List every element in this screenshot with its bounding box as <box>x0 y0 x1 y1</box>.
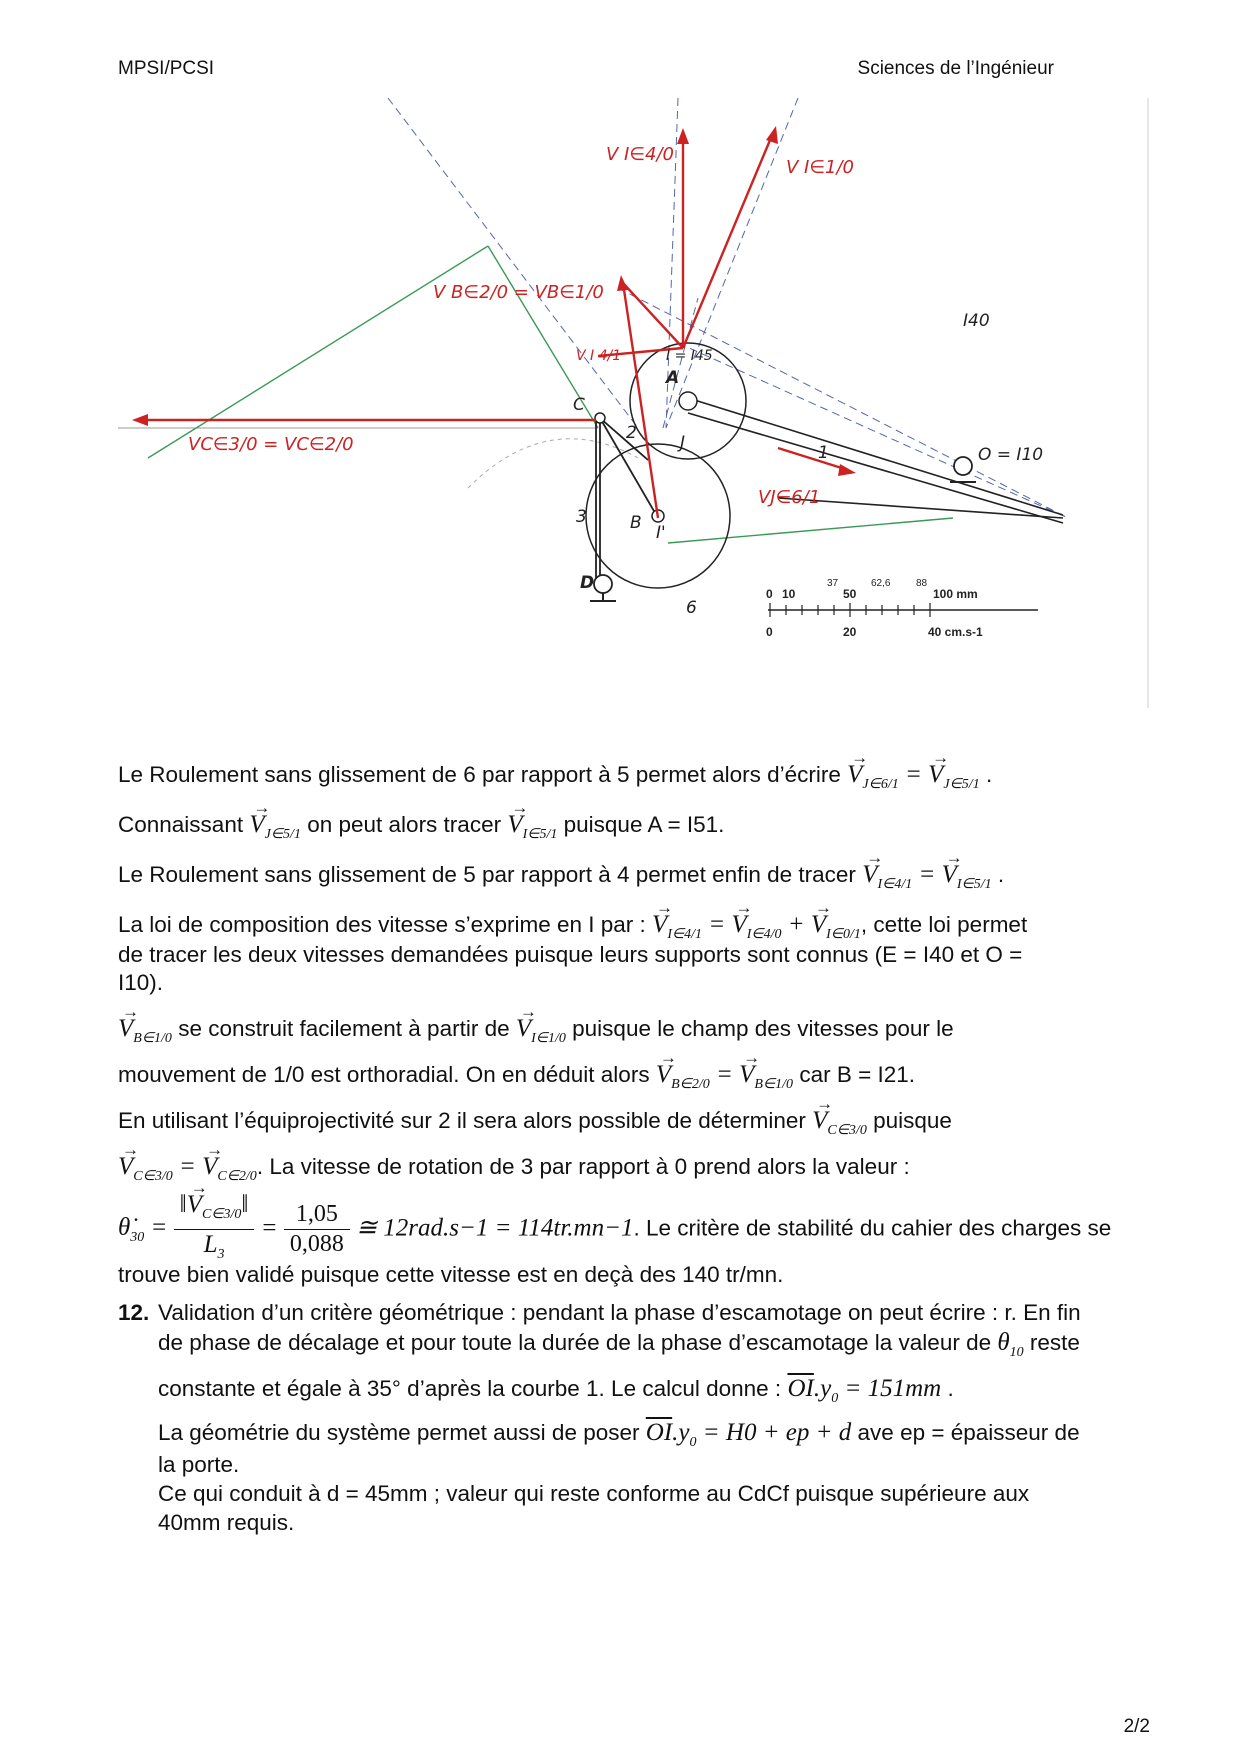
label-a: A <box>666 368 680 388</box>
scale-bot-40: 40 cm.s-1 <box>928 625 983 639</box>
question-number: 12. <box>118 1300 150 1325</box>
para-mouvement: mouvement de 1/0 est orthoradial. On en déduit alors → $V_{B\in 2/0}$ = → $V_{B\in 1/0}$ car B = I21. <box>118 1060 1154 1099</box>
page-number: 2/2 <box>1123 1716 1150 1737</box>
scale-bot-20: 20 <box>843 625 857 639</box>
para-composition: La loi de composition des vitesse s’exprime en I par : → $V_{I\in 4/1}$ = → $V_{I\in 4/0}$ + → $V_{I\in 0/1}$, cette loi permet <box>118 910 1154 949</box>
label-i-prime: I' <box>656 523 666 543</box>
label-vc: VC∈3/0 = VC∈2/0 <box>188 434 354 455</box>
header-right: Sciences de l’Ingénieur <box>857 58 1054 79</box>
scale-bot-0: 0 <box>766 625 773 639</box>
header-left: MPSI/PCSI <box>118 58 215 79</box>
scale-top-50: 50 <box>843 587 857 601</box>
para-composition-3: I10). <box>118 970 164 995</box>
label-6: 6 <box>686 598 697 618</box>
para-vitesse-rotation: → $V_{C\in 3/0}$ = → $V_{C\in 2/0}$. La vitesse de rotation de 3 par rapport à 0 prend alors la valeur : <box>118 1152 1154 1191</box>
para-equiprojectivite: En utilisant l’équiprojectivité sur 2 il sera alors possible de déterminer → $V_{C\in 3/0}$ puisque <box>118 1106 1154 1145</box>
q12-line-1: Validation d’un critère géométrique : pendant la phase d’escamotage on peut écrire : r. En fin <box>158 1300 1081 1325</box>
label-3: 3 <box>576 507 587 527</box>
q12-line-7: 40mm requis. <box>158 1510 295 1535</box>
label-d: D <box>580 573 595 593</box>
scale-arrow-37: 37 <box>827 578 839 589</box>
label-j: J <box>680 433 686 453</box>
q12-line-2: de phase de décalage et pour toute la durée de la phase d’escamotage la valeur de $\theta_{10}$ reste <box>158 1329 1080 1360</box>
label-v-i40: V I∈4/0 <box>606 144 674 165</box>
label-i40: I40 <box>963 311 990 331</box>
scale <box>766 578 1038 639</box>
label-b: B <box>630 513 642 533</box>
q12-line-3: constante et égale à 35° d’après la courbe 1. Le calcul donne : $\overline{OI}.y_0 = 151mm$ . <box>158 1375 954 1406</box>
mechanism-drawing <box>118 98 1150 710</box>
para-conclusion: trouve bien validé puisque cette vitesse est en deçà des 140 tr/mn. <box>118 1262 784 1287</box>
label-o: O = I10 <box>978 445 1044 465</box>
label-1: 1 <box>818 443 829 463</box>
scale-top-10: 10 <box>782 587 796 601</box>
para-connaissant: Connaissant → $V_{J\in 5/1}$ on peut alors tracer → $V_{I\in 5/1}$ puisque A = I51. <box>118 810 1154 849</box>
label-2: 2 <box>626 423 637 443</box>
para-composition-2: de tracer les deux vitesses demandées puisque leurs supports sont connus (E = I40 et O = <box>118 942 1023 967</box>
para-vb: → $V_{B\in 1/0}$ se construit facilement à partir de → $V_{I\in 1/0}$ puisque le champ des vitesses pour le <box>118 1014 1154 1053</box>
scale-arrow-88: 88 <box>916 578 928 589</box>
para-roulement-6-5: Le Roulement sans glissement de 6 par rapport à 5 permet alors d’écrire → $V_{J\in 6/1}$ = → $V_{J\in 5/1}$ . <box>118 760 1154 799</box>
q12-line-4: La géométrie du système permet aussi de poser $\overline{OI}.y_0 = H0$ + ep + d ave ep = épaisseur de <box>158 1419 1080 1450</box>
para-roulement-5-4: Le Roulement sans glissement de 5 par rapport à 4 permet enfin de tracer → $V_{I\in 4/1}$ = → $V_{I\in 5/1}$ . <box>118 860 1154 899</box>
label-i45: I = I45 <box>666 348 713 364</box>
para-formula: $\thetȧ_{30}$ = $\frac{‖\to V_{C\in 3/0}‖}{L_3}$ = $\frac{1,05}{0,088}$ ≅ 12rad.s−1 = 114tr.mn−1. Le critère de stabilité du cahier des charges se <box>118 1190 1154 1269</box>
label-v-i10: V I∈1/0 <box>786 157 854 178</box>
scale-top-0: 0 <box>766 587 773 601</box>
label-v-j61: VJ∈6/1 <box>758 487 821 508</box>
label-c: C <box>573 395 585 415</box>
velocity-vectors <box>140 133 848 518</box>
scale-arrow-62: 62,6 <box>871 578 891 589</box>
label-vb: V B∈2/0 = VB∈1/0 <box>433 282 604 303</box>
label-v-i41: V I 4/1 <box>576 348 622 364</box>
construction-lines <box>388 98 1068 518</box>
q12-line-5: la porte. <box>158 1452 240 1477</box>
q12-line-6: Ce qui conduit à d = 45mm ; valeur qui reste conforme au CdCf puisque supérieure aux <box>158 1481 1030 1506</box>
scale-top-100: 100 mm <box>933 587 978 601</box>
